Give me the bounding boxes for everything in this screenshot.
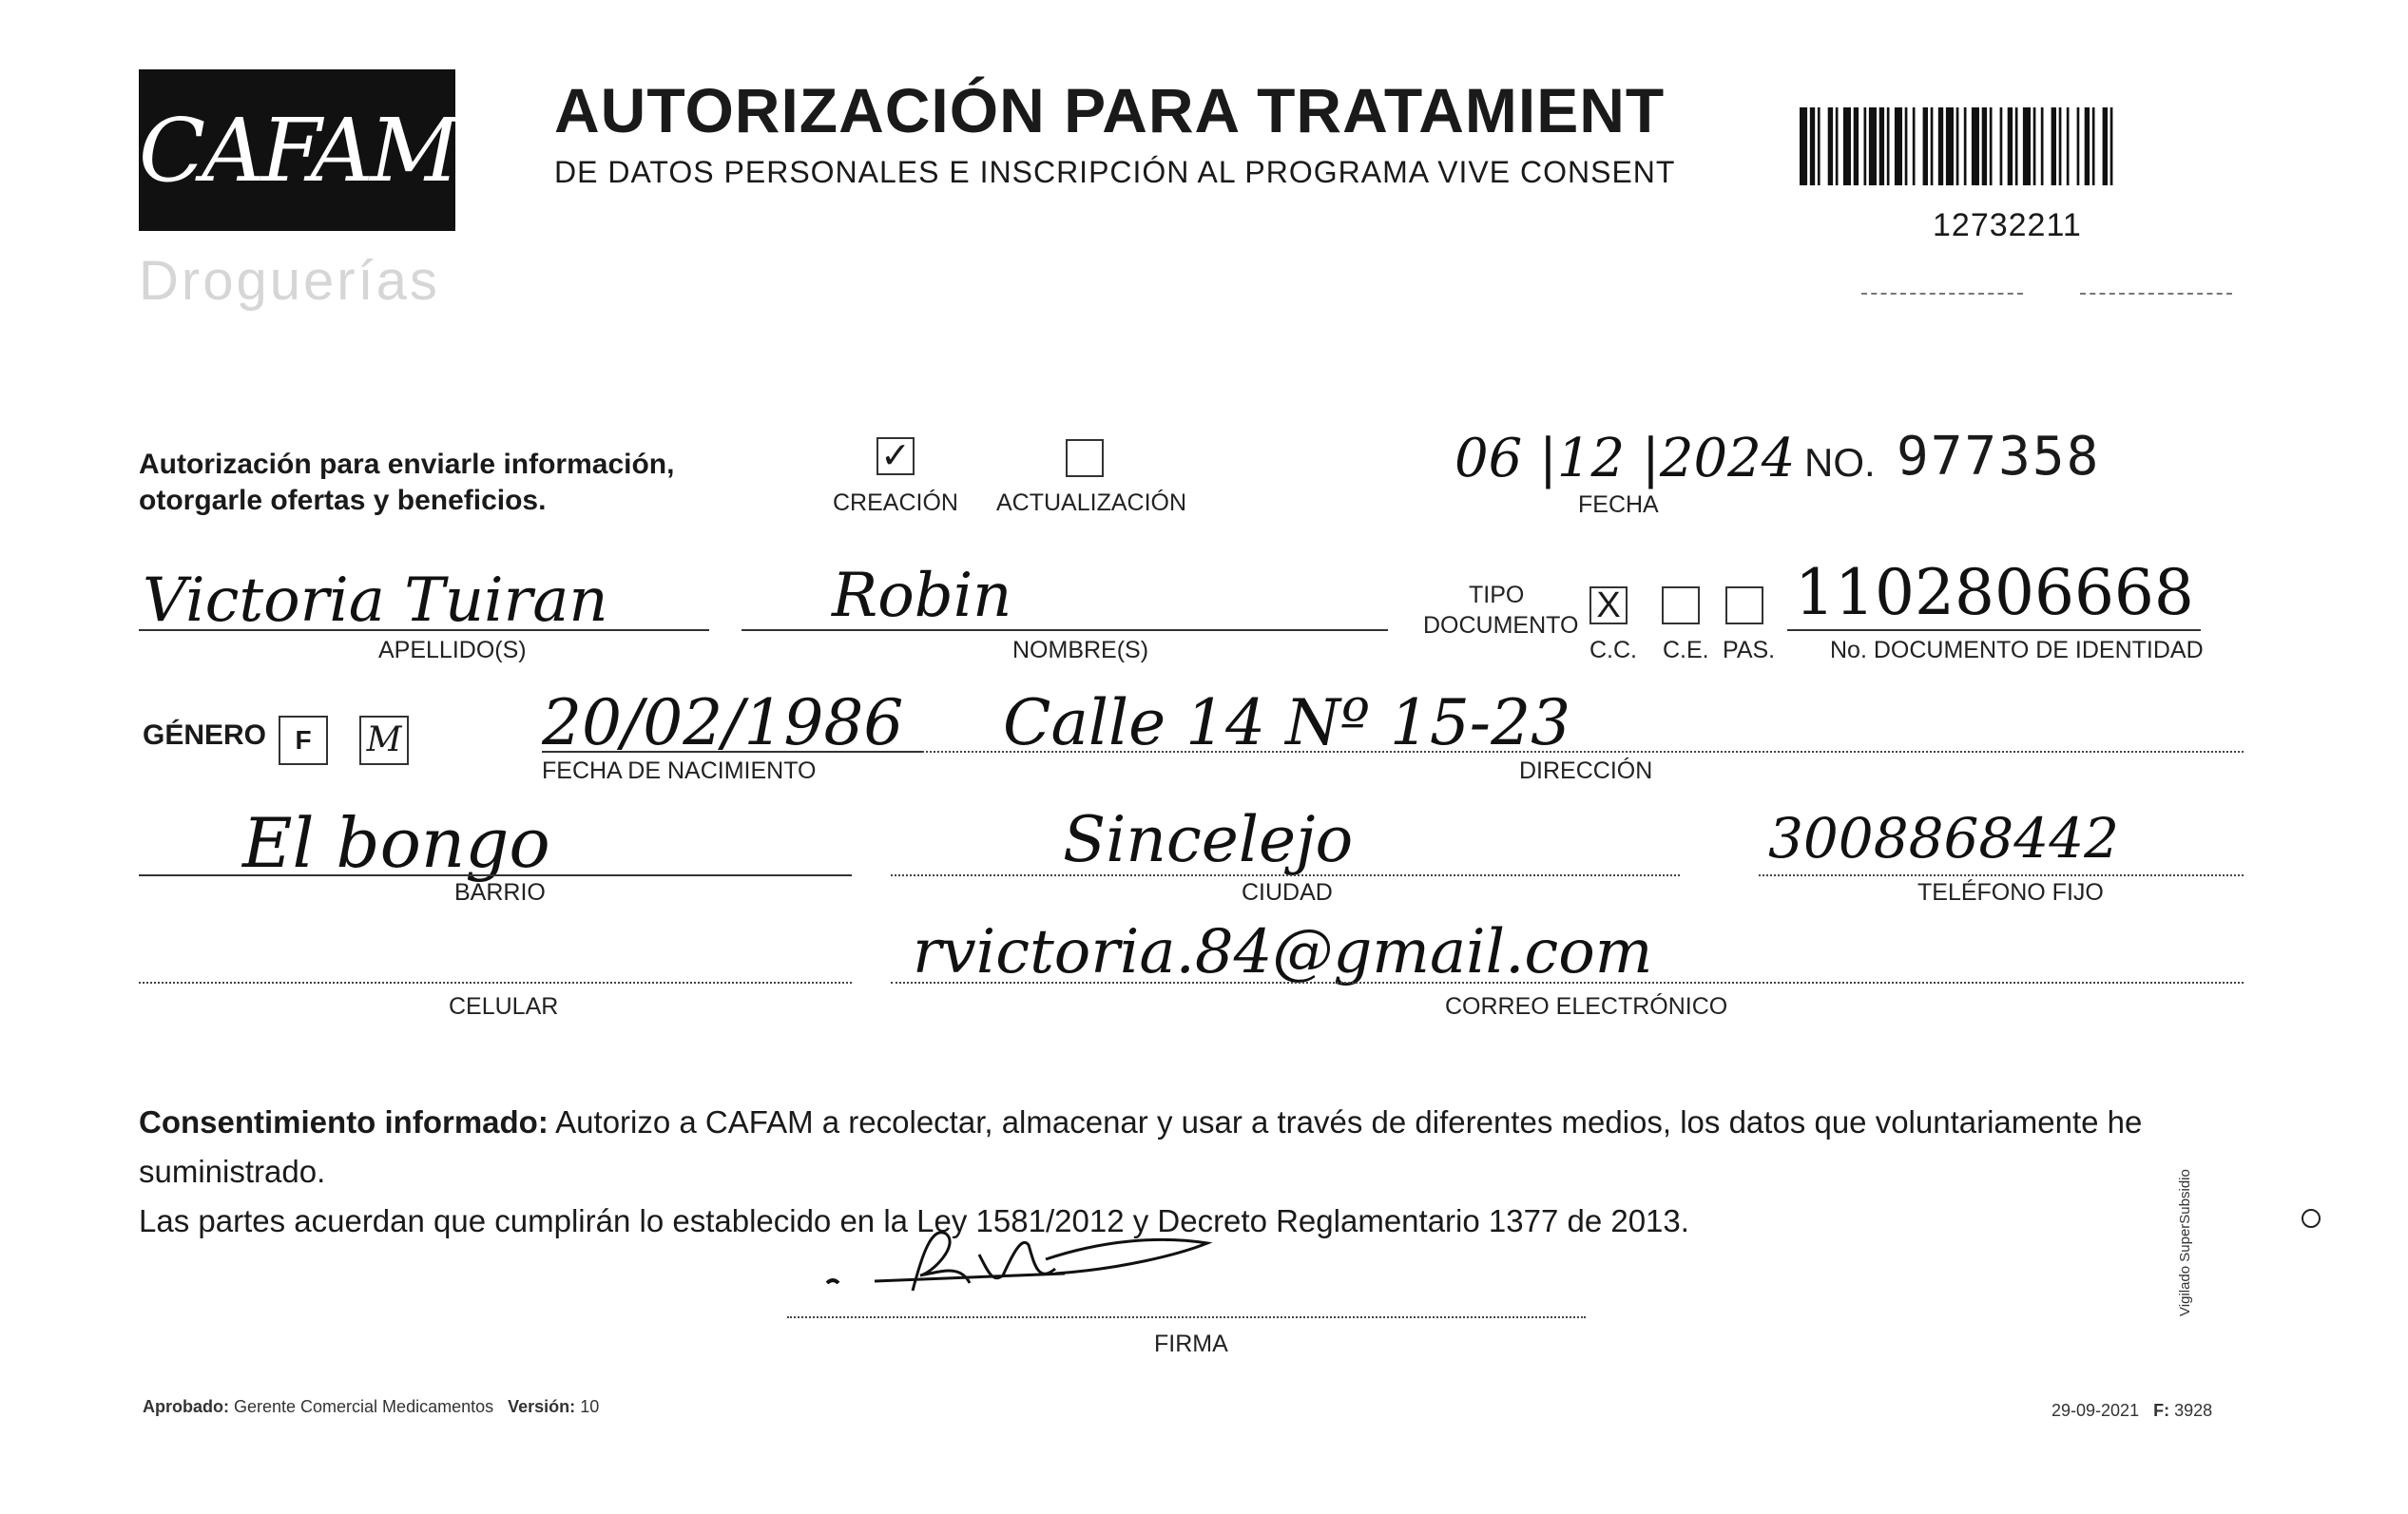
correo-value: rvictoria.84@gmail.com bbox=[913, 917, 1653, 987]
celular-label: CELULAR bbox=[449, 993, 559, 1020]
footer-aprobado bbox=[143, 1397, 599, 1417]
nombres-value: Robin bbox=[832, 561, 1012, 631]
intro-line-1: Autorización para enviarle información, bbox=[139, 449, 675, 480]
nacimiento-label: FECHA DE NACIMIENTO bbox=[542, 757, 817, 784]
nacimiento-value: 20/02/1986 bbox=[542, 686, 904, 759]
actualizacion-label: ACTUALIZACIÓN bbox=[996, 489, 1187, 516]
consent-heading: Consentimiento informado: bbox=[139, 1104, 549, 1140]
code-value: 3928 bbox=[2174, 1401, 2213, 1420]
direccion-line bbox=[922, 751, 2244, 753]
ce-checkbox[interactable] bbox=[1662, 586, 1700, 624]
barcode bbox=[1800, 107, 2180, 185]
ce-label: C.E. bbox=[1663, 637, 1709, 663]
aprobado-value: Gerente Comercial Medicamentos bbox=[234, 1397, 494, 1416]
cafam-logo bbox=[139, 69, 455, 231]
apellidos-label: APELLIDO(S) bbox=[378, 637, 527, 663]
no-value: 977358 bbox=[1897, 426, 2101, 488]
creacion-checkbox[interactable] bbox=[877, 437, 915, 475]
genero-label: GÉNERO bbox=[143, 719, 267, 751]
side-vigilado-text: Vigilado SuperSubsidio bbox=[2177, 1169, 2193, 1316]
nombres-line bbox=[742, 629, 1388, 631]
consent-text-1: Autorizo a CAFAM a recolectar, almacenar y usar a través de diferentes medios, los datos que voluntariamente he suministrado. bbox=[139, 1104, 2143, 1189]
cc-checkbox[interactable] bbox=[1589, 586, 1628, 624]
logo-subtitle: Droguerías bbox=[139, 250, 440, 312]
code-label: F: bbox=[2153, 1401, 2170, 1420]
barrio-label: BARRIO bbox=[454, 879, 546, 906]
cc-label: C.C. bbox=[1589, 637, 1637, 663]
form-title: AUTORIZACIÓN PARA TRATAMIENT bbox=[554, 75, 1666, 145]
header-divider bbox=[1861, 293, 2023, 295]
genero-f-letter: F bbox=[295, 725, 312, 755]
fecha-label: FECHA bbox=[1578, 491, 1659, 518]
documento-label: No. DOCUMENTO DE IDENTIDAD bbox=[1830, 637, 2204, 663]
fecha-value: 06 |12 |2024 bbox=[1454, 428, 1796, 489]
version-value: 10 bbox=[580, 1397, 600, 1416]
telefono-line bbox=[1759, 874, 2244, 876]
header-divider bbox=[2080, 293, 2232, 295]
firma-line bbox=[787, 1316, 1586, 1318]
version-label: Versión: bbox=[508, 1397, 576, 1416]
footer-date: 29-09-2021 bbox=[2052, 1401, 2140, 1420]
consent-text-2: Las partes acuerdan que cumplirán lo establecido en la Ley 1581/2012 y Decreto Reglamentario 1377 de 2013. bbox=[139, 1203, 1689, 1238]
tipo-label: TIPO bbox=[1469, 582, 1525, 608]
creacion-label: CREACIÓN bbox=[833, 489, 958, 516]
pas-label: PAS. bbox=[1723, 637, 1776, 663]
actualizacion-checkbox[interactable] bbox=[1066, 439, 1104, 477]
genero-m-mark: M bbox=[366, 720, 402, 759]
telefono-value: 3008868442 bbox=[1768, 806, 2120, 871]
apellidos-value: Victoria Tuiran bbox=[143, 565, 608, 636]
supersubsidio-icon bbox=[2302, 1209, 2321, 1228]
apellidos-line bbox=[139, 629, 709, 631]
genero-f-checkbox[interactable] bbox=[279, 716, 328, 765]
correo-line bbox=[891, 982, 2244, 984]
barcode-number: 12732211 bbox=[1933, 207, 2082, 243]
direccion-label: DIRECCIÓN bbox=[1519, 757, 1653, 784]
intro-line-2: otorgarle ofertas y beneficios. bbox=[139, 485, 547, 516]
documento-line bbox=[1787, 629, 2201, 631]
genero-m-checkbox[interactable] bbox=[359, 716, 409, 765]
nacimiento-line bbox=[542, 751, 922, 753]
documento-value: 1102806668 bbox=[1795, 556, 2194, 629]
form-subtitle: DE DATOS PERSONALES E INSCRIPCIÓN AL PROGRAMA VIVE CONSENT bbox=[554, 155, 1676, 189]
check-mark-icon: ✓ bbox=[880, 436, 911, 476]
ciudad-label: CIUDAD bbox=[1242, 879, 1333, 906]
barrio-value: El bongo bbox=[242, 803, 550, 883]
barrio-line bbox=[139, 874, 852, 876]
correo-label: CORREO ELECTRÓNICO bbox=[1445, 993, 1728, 1020]
logo-text: CAFAM bbox=[138, 99, 456, 201]
celular-line bbox=[139, 982, 852, 984]
nombres-label: NOMBRE(S) bbox=[1012, 637, 1149, 663]
firma-label: FIRMA bbox=[1154, 1331, 1228, 1357]
documento-tipo-label: DOCUMENTO bbox=[1423, 612, 1579, 639]
x-mark-icon: X bbox=[1596, 585, 1621, 625]
direccion-value: Calle 14 Nº 15-23 bbox=[1003, 686, 1571, 759]
pas-checkbox[interactable] bbox=[1725, 586, 1763, 624]
aprobado-label: Aprobado: bbox=[143, 1397, 229, 1416]
ciudad-value: Sincelejo bbox=[1063, 803, 1354, 876]
telefono-label: TELÉFONO FIJO bbox=[1917, 879, 2104, 906]
no-label: NO. bbox=[1804, 440, 1876, 485]
signature bbox=[818, 1217, 1217, 1312]
footer-code bbox=[2052, 1401, 2212, 1421]
ciudad-line bbox=[891, 874, 1680, 876]
